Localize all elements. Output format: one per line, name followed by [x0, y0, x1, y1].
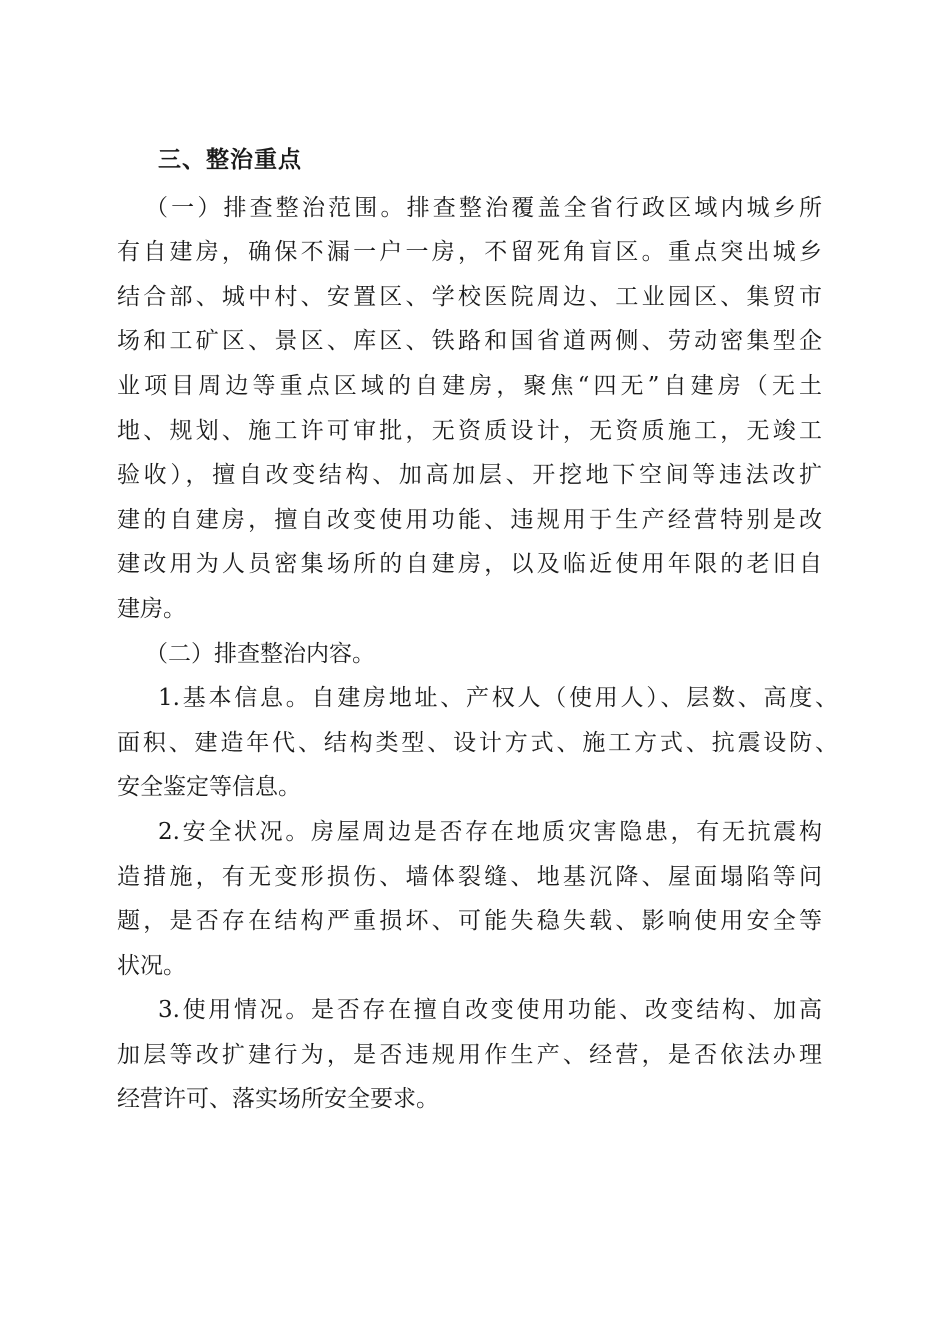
text-line: 1.基本信息。自建房地址、产权人（使用人）、层数、高度、 [158, 685, 838, 712]
text-line: 题，是否存在结构严重损坏、可能失稳失载、影响使用安全等 [117, 908, 822, 935]
subsection-title-content: （二）排查整治内容。 [145, 640, 375, 667]
paragraph-safety-status [0, 810, 950, 988]
text-line: 地、规划、施工许可审批，无资质设计，无资质施工，无竣工 [117, 417, 822, 444]
text-line: 建的自建房，擅自改变使用功能、违规用于生产经营特别是改 [117, 506, 822, 533]
text-line: 有自建房，确保不漏一户一房，不留死角盲区。重点突出城乡 [117, 239, 822, 266]
text-line: 结合部、城中村、安置区、学校医院周边、工业园区、集贸市 [117, 283, 822, 310]
text-line: 经营许可、落实场所安全要求。 [117, 1086, 439, 1113]
text-line: 验收），擅自改变结构、加高加层、开挖地下空间等违法改扩 [117, 462, 822, 489]
text-line: 场和工矿区、景区、库区、铁路和国省道两侧、劳动密集型企 [117, 328, 822, 355]
text-line: 面积、建造年代、结构类型、设计方式、施工方式、抗震设防、 [117, 729, 838, 756]
text-line: 2.安全状况。房屋周边是否存在地质灾害隐患，有无抗震构 [158, 818, 822, 845]
section-heading: 三、整治重点 [158, 147, 302, 173]
text-line: 3.使用情况。是否存在擅自改变使用功能、改变结构、加高 [158, 997, 822, 1024]
document-body [0, 138, 950, 1122]
text-line: 业项目周边等重点区域的自建房，聚焦“四无”自建房（无土 [117, 372, 822, 399]
text-line: （一）排查整治范围。排查整治覆盖全省行政区域内城乡所 [145, 194, 822, 221]
paragraph-scope [0, 186, 950, 632]
text-line: 加层等改扩建行为，是否违规用作生产、经营，是否依法办理 [117, 1041, 822, 1068]
text-line: 状况。 [117, 952, 186, 979]
text-line: 建改用为人员密集场所的自建房，以及临近使用年限的老旧自 [117, 551, 822, 578]
text-line: 建房。 [117, 595, 186, 622]
paragraph-usage [0, 988, 950, 1122]
text-line: 安全鉴定等信息。 [117, 774, 301, 801]
text-line: 造措施，有无变形损伤、墙体裂缝、地基沉降、屋面塌陷等问 [117, 863, 822, 890]
paragraph-basic-info [0, 676, 950, 810]
